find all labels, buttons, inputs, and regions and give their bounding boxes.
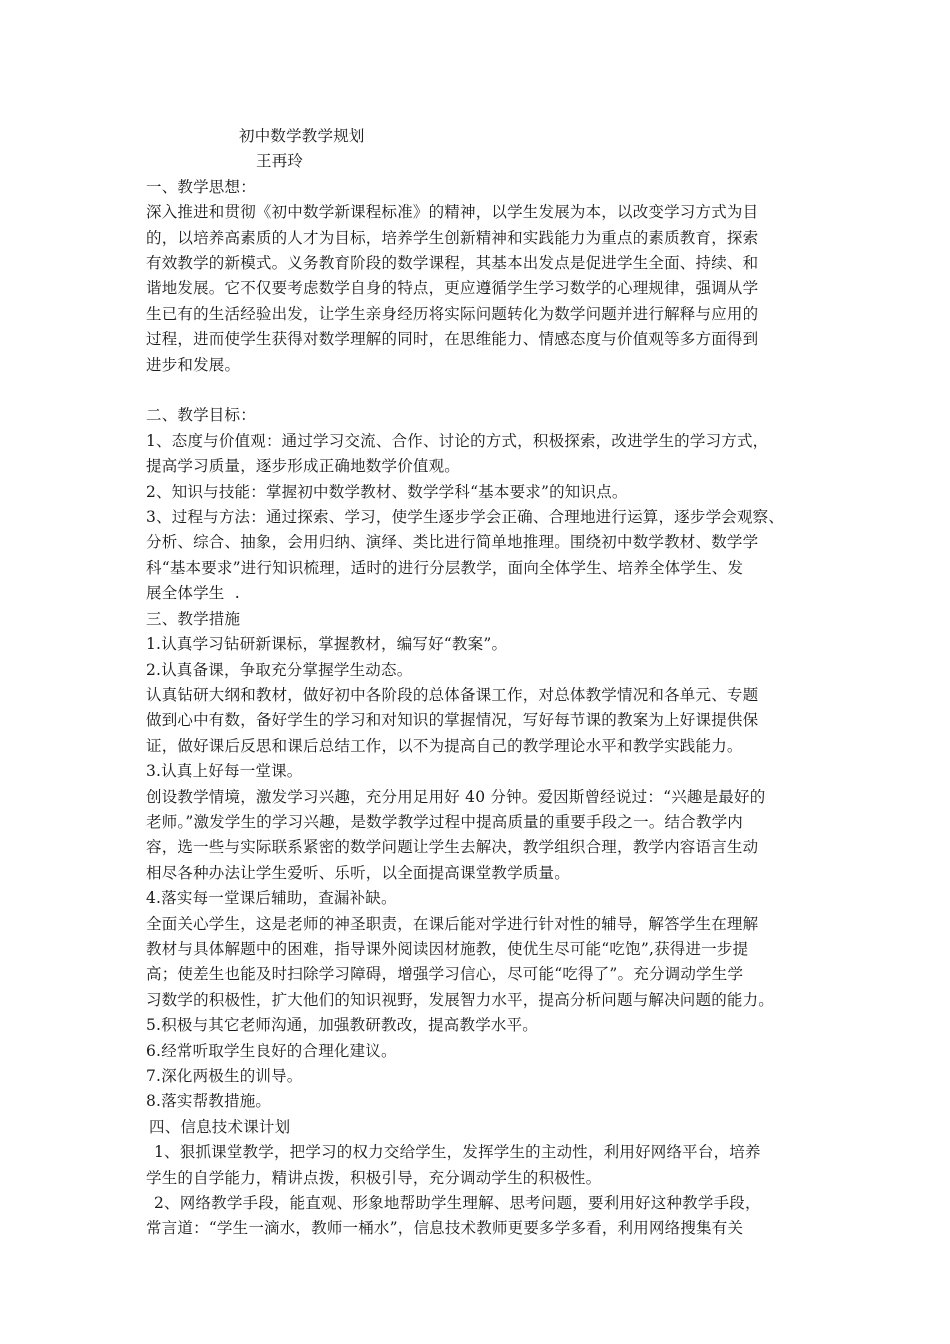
section-heading-it-course-plan: 四、信息技术课计划: [149, 1117, 291, 1136]
text-line: 容，选一些与实际联系紧密的数学问题让学生去解决，教学组织合理，教学内容语言生动: [146, 838, 759, 857]
text-line: 3、过程与方法：通过探索、学习，使学生逐步学会正确、合理地进行运算，逐步学会观察、: [146, 508, 785, 527]
text-line: 5.积极与其它老师沟通，加强教研教改，提高教学水平。: [146, 1016, 538, 1035]
text-line: 证，做好课后反思和课后总结工作，以不为提高自己的教学理论水平和教学实践能力。: [146, 736, 743, 755]
text-line: 过程，进而使学生获得对数学理解的同时，在思维能力、情感态度与价值观等多方面得到: [146, 330, 759, 349]
text-line: 谐地发展。它不仅要考虑数学自身的特点，更应遵循学生学习数学的心理规律，强调从学: [146, 279, 759, 298]
text-line: 深入推进和贯彻《初中数学新课程标准》的精神，以学生发展为本，以改变学习方式为目: [146, 203, 759, 222]
text-line: 1.认真学习钻研新课标，掌握教材，编写好“教案”。: [146, 635, 508, 654]
text-line: 学生的自学能力，精讲点拨，积极引导，充分调动学生的积极性。: [146, 1168, 602, 1187]
document-body: [146, 124, 814, 1242]
text-line: 做到心中有数，备好学生的学习和对知识的掌握情况，写好每节课的教案为上好课提供保: [146, 711, 759, 730]
text-line: 提高学习质量，逐步形成正确地数学价值观。: [146, 457, 461, 476]
document-author: 王再玲: [256, 152, 304, 171]
text-line: 进步和发展。: [146, 355, 241, 374]
section-heading-teaching-goals: 二、教学目标：: [146, 406, 256, 425]
text-line: 4.落实每一堂课后辅助，查漏补缺。: [146, 889, 397, 908]
section-heading-teaching-measures: 三、教学措施: [146, 609, 241, 628]
text-line: 3.认真上好每一堂课。: [146, 762, 303, 781]
blank-line: [146, 378, 814, 403]
document-title: 初中数学教学规划: [239, 127, 365, 145]
text-line: 1、狠抓课堂教学，把学习的权力交给学生，发挥学生的主动性，利用好网络平台，培养: [154, 1143, 761, 1162]
text-line: 2.认真备课，争取充分掌握学生动态。: [146, 660, 413, 679]
text-line: 2、网络教学手段，能直观、形象地帮助学生理解、思考问题，要利用好这种教学手段，: [154, 1194, 761, 1213]
text-line: 的，以培养高素质的人才为目标，培养学生创新精神和实践能力为重点的素质教育，探索: [146, 228, 759, 247]
text-line: 常言道：“学生一滴水，教师一桶水”，信息技术教师更要多学多看，利用网络搜集有关: [146, 1219, 744, 1238]
text-line: 老师。”激发学生的学习兴趣，是数学教学过程中提高质量的重要手段之一。结合教学内: [146, 812, 743, 831]
text-line: 相尽各种办法让学生爱听、乐听，以全面提高课堂教学质量。: [146, 863, 570, 882]
text-line: 6.经常听取学生良好的合理化建议。: [146, 1041, 397, 1060]
text-line: 科“基本要求”进行知识梳理，适时的进行分层教学，面向全体学生、培养全体学生、发: [146, 558, 744, 577]
text-line: 1、态度与价值观：通过学习交流、合作、讨论的方式，积极探索，改进学生的学习方式，: [146, 431, 769, 450]
text-line: 教材与具体解题中的困难，指导课外阅读因材施教，使优生尽可能“吃饱”,获得进一步提: [146, 939, 749, 958]
text-line: 认真钻研大纲和教材，做好初中各阶段的总体备课工作，对总体教学情况和各单元、专题: [146, 685, 759, 704]
text-line: 习数学的积极性，扩大他们的知识视野，发展智力水平，提高分析问题与解决问题的能力。: [146, 990, 775, 1009]
text-line: 分析、综合、抽象，会用归纳、演绎、类比进行简单地推理。围绕初中数学教材、数学学: [146, 533, 759, 552]
text-line: 展全体学生 .: [146, 584, 240, 603]
text-line: 有效教学的新模式。义务教育阶段的数学课程，其基本出发点是促进学生全面、持续、和: [146, 254, 759, 273]
text-line: 7.深化两极生的训导。: [146, 1067, 303, 1086]
section-heading-teaching-philosophy: 一、教学思想：: [146, 177, 256, 196]
text-line: 全面关心学生，这是老师的神圣职责，在课后能对学进行针对性的辅导，解答学生在理解: [146, 914, 759, 933]
text-line: 生已有的生活经验出发，让学生亲身经历将实际问题转化为数学问题并进行解释与应用的: [146, 304, 759, 323]
text-line: 高；使差生也能及时扫除学习障碍，增强学习信心，尽可能“吃得了”。充分调动学生学: [146, 965, 744, 984]
text-line: 8.落实帮教措施。: [146, 1092, 272, 1111]
text-line: 2、知识与技能：掌握初中数学教材、数学学科“基本要求”的知识点。: [146, 482, 628, 501]
text-line: 创设教学情境，激发学习兴趣，充分用足用好 40 分钟。爱因斯曾经说过：“兴趣是最好的: [146, 787, 766, 806]
